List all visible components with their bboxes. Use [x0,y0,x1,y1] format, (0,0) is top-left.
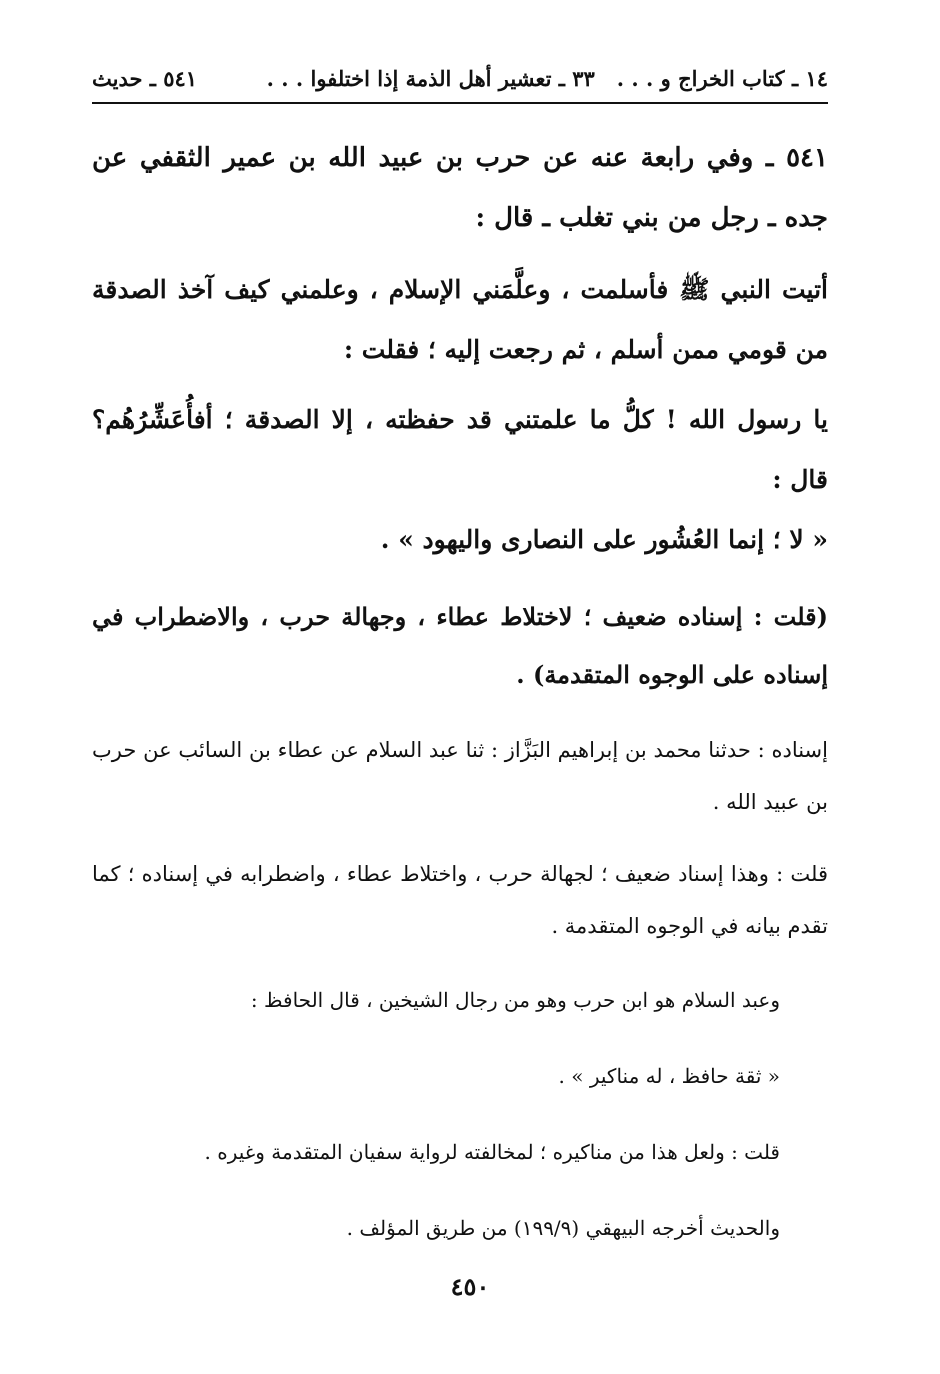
header-section-title: ٣٣ ـ تعشير أهل الذمة إذا اختلفوا . . . [266,66,595,91]
header-book-title: ١٤ ـ كتاب الخراج و . . . [616,66,828,91]
comment-paragraph-2: وعبد السلام هو ابن حرب وهو من رجال الشيخين ، قال الحافظ : [250,988,780,1012]
header-book-chapter [267,66,828,91]
hadith-answer: « لا ؛ إنما العُشُور على النصارى واليهود » . [380,525,828,554]
hadith-text: أتيت النبي ﷺ فأسلمت ، وعلَّمَني الإسلام ، وعلمني كيف آخذ الصدقة من قومي ممن أسلم ، ثم رجعت إليه ؛ فقلت : [92,275,828,364]
isnad-paragraph: إسناده : حدثنا محمد بن إبراهيم البَزَّاز : ثنا عبد السلام عن عطاء بن السائب عن حرب بن عبيد الله . [92,738,828,814]
hadith-intro: ٥٤١ ـ وفي رابعة عنه عن حرب بن عبيد الله بن عمير الثقفي عن جده ـ رجل من بني تغلب ـ قال : [92,143,828,233]
page-number: ٤٥٠ [450,1272,490,1301]
hadith-question: يا رسول الله ! كلُّ ما علمتني قد حفظته ، إلا الصدقة ؛ أفأُعَشِّرُهُم؟ قال : [92,405,828,494]
header-hadith-number: ٥٤١ ـ حديث [92,66,198,91]
comment-paragraph-5: والحديث أخرجه البيهقي (١٩٩/٩) من طريق المؤلف . [346,1216,780,1240]
comment-paragraph-1: قلت : وهذا إسناد ضعيف ؛ لجهالة حرب ، واختلاط عطاء ، واضطرابه في إسناده ؛ كما تقدم بيانه في الوجوه المتقدمة . [92,862,828,938]
page-body [92,128,828,1256]
comment-paragraph-3: « ثقة حافظ ، له مناكير » . [558,1064,780,1088]
comment-paragraph-4: قلت : ولعل هذا من مناكيره ؛ لمخالفته لرواية سفيان المتقدمة وغيره . [204,1140,780,1164]
hadith-grading: (قلت : إسناده ضعيف ؛ لاختلاط عطاء ، وجهالة حرب ، والاضطراب في إسناده على الوجوه المتقدمة) . [92,602,828,689]
running-header [92,66,828,104]
